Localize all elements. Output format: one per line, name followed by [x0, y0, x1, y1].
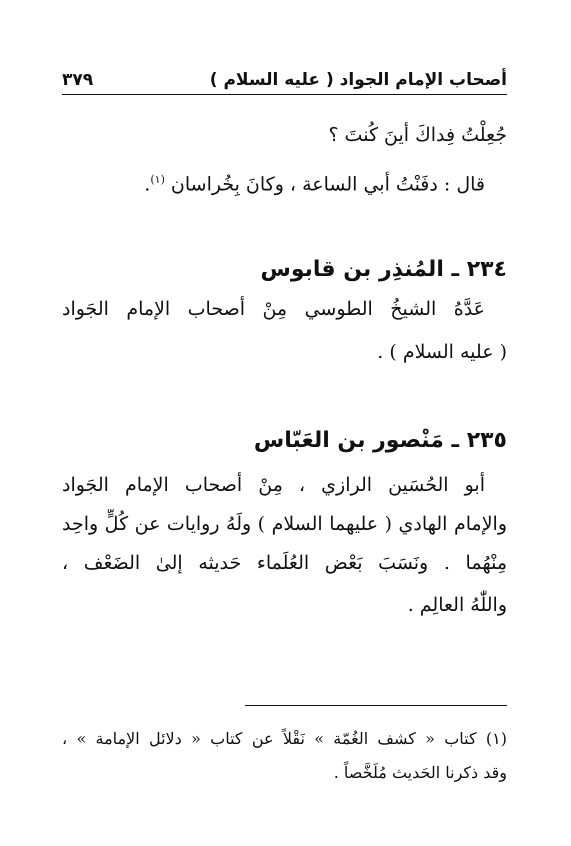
intro-line-2-text: قال : دفَنْتُ أبي الساعة ، وكانَ بِخُراسان — [170, 173, 485, 196]
entry-234-line-2: ( عليه السلام ) . — [377, 341, 507, 363]
entry-235-line-4: واللّٰهُ العالِم . — [407, 594, 507, 616]
entry-235-line-2: والإمام الهادي ( عليهما السلام ) ولَهُ روايات عن كُلٍّ واحِد — [62, 513, 507, 535]
running-header — [62, 66, 507, 95]
page-number: ٣٧٩ — [62, 70, 94, 90]
footnote-line-1: (١) كتاب « كشف الغُمّة » نَقْلاً عن كتاب « دلائل الإمامة » ، — [62, 729, 507, 748]
footnote-separator — [245, 705, 507, 706]
footnote-line-2: وقد ذكرنا الحَديث مُلَخَّصاً . — [333, 763, 507, 782]
entry-heading-234: ٢٣٤ ـ المُنذِر بن قابوس — [260, 257, 507, 282]
entry-heading-235: ٢٣٥ ـ مَنْصور بن العَبّاس — [253, 428, 507, 453]
intro-line-2-end: . — [144, 173, 151, 196]
entry-235-line-3: مِنْهُما . ونَسَبَ بَعْض العُلَماء حَديثه إلىٰ الضَعْف ، — [62, 552, 507, 574]
running-title: أصحاب الإمام الجواد ( عليه السلام ) — [209, 70, 507, 90]
intro-line-2 — [62, 165, 507, 199]
intro-line-1: جُعِلْتُ فِداكَ أينَ كُنتَ ؟ — [328, 124, 507, 146]
entry-235-line-1: أبو الحُسَين الرازي ، مِنْ أصحاب الإمام الجَواد — [62, 474, 485, 496]
entry-234-line-1: عَدَّهُ الشيخُ الطوسي مِنْ أصحاب الإمام الجَواد — [62, 298, 485, 320]
footnote-reference: (١) — [150, 173, 165, 186]
